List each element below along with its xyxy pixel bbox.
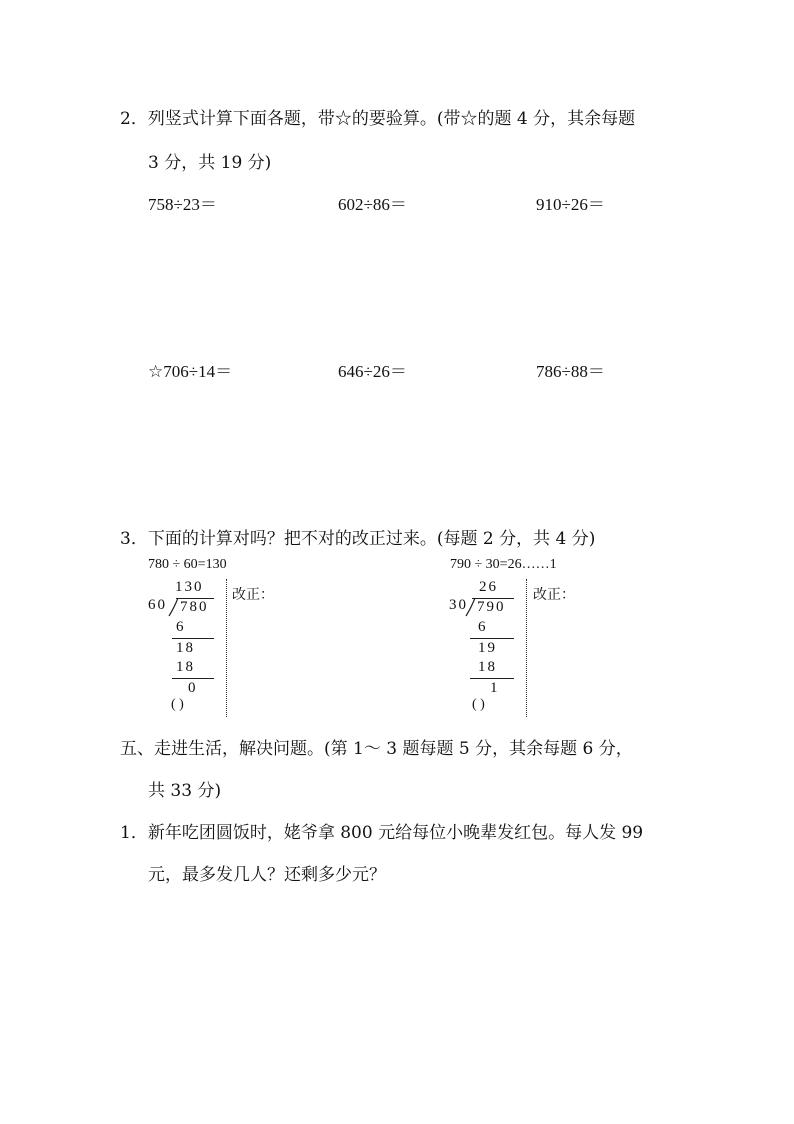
problem-5: 646÷26＝ [338,362,407,381]
problem-2: 602÷86＝ [338,195,407,214]
left-answer-paren[interactable]: ( ) [171,697,184,712]
right-line-1 [470,638,514,639]
q2-title-line2: 3 分，共 19 分) [148,153,272,173]
left-divisor: 60 [148,597,167,613]
section5-title-line1: 五、走进生活，解决问题。(第 1～ 3 题每题 5 分，其余每题 6 分， [120,739,633,759]
left-step-4: 0 [188,680,198,696]
right-step-3: 18 [478,659,497,675]
left-step-2: 18 [176,640,195,656]
left-line-2 [172,678,214,679]
right-equation: 790 ÷ 30=26……1 [450,557,557,572]
left-line-1 [172,638,214,639]
problem-6: 786÷88＝ [536,362,605,381]
right-line-2 [470,678,514,679]
left-fix-label: 改正： [232,588,274,603]
q5-1-line1: 1．新年吃团圆饭时，姥爷拿 800 元给每位小晚辈发红包。每人发 99 [120,823,644,843]
right-fix-label: 改正： [533,588,575,603]
right-step-4: 1 [490,680,500,696]
right-step-1: 6 [478,619,488,635]
right-step-2: 19 [478,640,497,656]
left-bracket [167,596,179,618]
right-divisor: 30 [449,597,468,613]
problem-3: 910÷26＝ [536,195,605,214]
q5-1-line2: 元，最多发几人？还剩多少元？ [148,865,386,885]
section5-title-line2: 共 33 分) [148,781,222,801]
right-divider [526,579,527,717]
left-quotient: 130 [175,579,204,595]
left-step-3: 18 [176,659,195,675]
left-step-1: 6 [176,619,186,635]
left-divider [226,579,227,717]
q3-title: 3．下面的计算对吗？把不对的改正过来。(每题 2 分，共 4 分) [120,529,596,549]
right-dividend: 790 [477,599,506,615]
q2-title-line1: 2．列竖式计算下面各题，带☆的要验算。(带☆的题 4 分，其余每题 [120,109,636,129]
problem-1: 758÷23＝ [148,195,217,214]
right-answer-paren[interactable]: ( ) [472,697,485,712]
left-dividend: 780 [180,599,209,615]
right-quotient: 26 [479,579,498,595]
left-equation: 780 ÷ 60=130 [148,557,227,572]
problem-4: ☆706÷14＝ [148,362,233,381]
right-bracket [464,596,476,618]
